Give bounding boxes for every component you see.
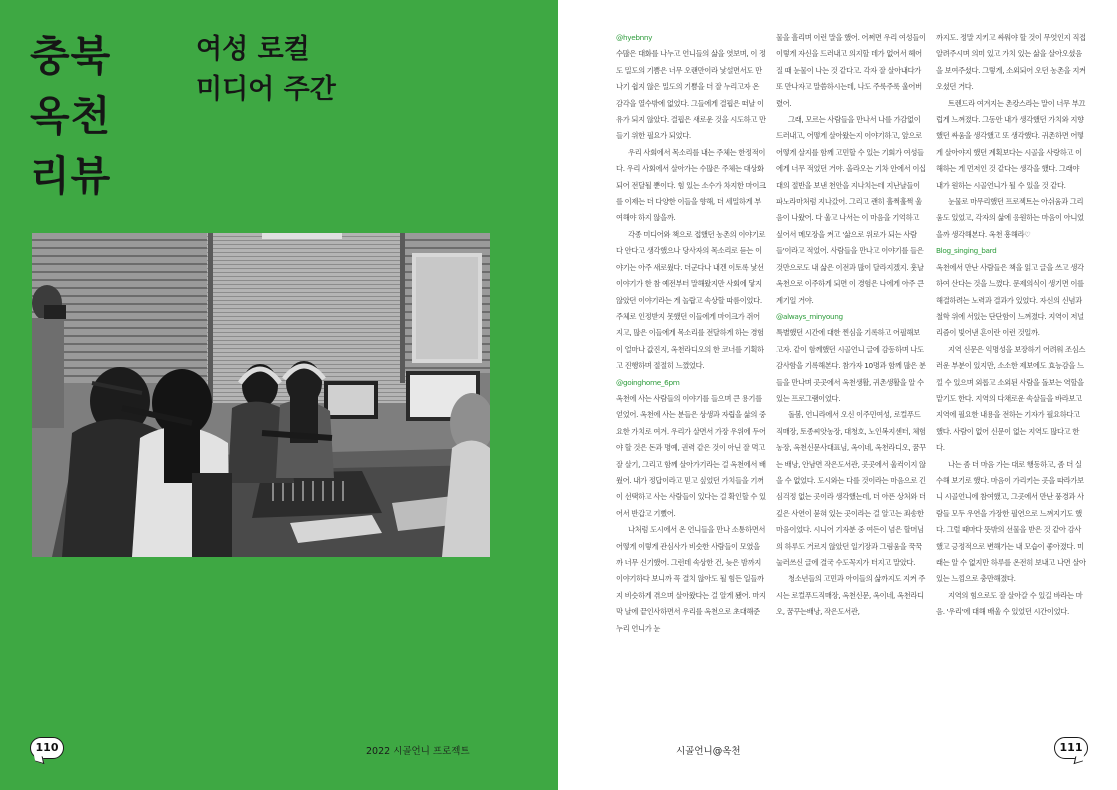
- title-line: 리뷰: [30, 152, 112, 200]
- paragraph: 옥천에 사는 사람들의 이야기를 들으며 큰 용기를 얻었어. 옥천에 사는 분들은 상생과 자립을 삶의 중요한 가치로 여겨. 우리가 살면서 가장 우위에 두어야 할 것은 돈과 명예, 권력 같은 것이 아닌 잘 먹고 잘 살기, 그리고 함께 살아가기라는 걸 옥천에서 배웠어. 내가 정답이라고 믿고 싶었던 가치들을 기꺼이 선택하고 사는 사람들이 있다는 걸 확인할 수 있어서 반갑고 기뻤어.: [616, 393, 766, 518]
- page-title: [30, 26, 111, 206]
- paragraph: 물을 흘리며 이런 말을 했어. 어쩌면 우리 여성들이 이렇게 자신을 드러내고 의지할 데가 없어서 헤어질 때 눈물이 나는 것 같다고. 각자 잘 살아내다가 또 만나자고 말씀하시는데, 나도 주룩주룩 울어버렸어.: [776, 33, 926, 108]
- left-page: [0, 0, 558, 790]
- page-number: 110: [30, 737, 64, 759]
- page-number: 111: [1054, 737, 1088, 759]
- paragraph: 지역 신문은 익명성을 보장하기 어려워 조심스러운 부분이 있지만, 소소한 제보에도 효능감을 느낄 수 있으며 외롭고 소외된 사람을 돌보는 역할을 맡기도 한다. 지역의 다채로운 속살들을 바라보고 지역에 필요한 내용을 전하는 기자가 필요하다고 했다. 사람이 없어 신문이 없는 지역도 많다고 한다.: [936, 344, 1086, 453]
- paragraph: 수많은 대화를 나누고 언니들의 삶을 엿보며, 이 정도 밀도의 기쁨은 너무 오랜만이라 낯설면서도 만나기 쉽지 않은 밀도의 기쁨을 더 잘 누리고자 온 감각을 열수밖에 없었다. 그들에게 결핍은 떠날 이유가 되지 않았다. 결핍은 새로운 것을 시도하고 만들기 위한 필요가 되었다.: [616, 49, 766, 141]
- paragraph: 그래, 모르는 사람들을 만나서 나를 가감없이 드러내고, 어떻게 살아왔는지 이야기하고, 앞으로 어떻게 살지를 함께 고민할 수 있는 기회가 여성들에게 너무 적었던 거야. 올라오는 기차 안에서 이십 대의 절반을 보낸 천안을 지나치는데 지난날들이 파노라마처럼 지나갔어. 그리고 괜히 훌쩍훌쩍 울음이 나왔어. 다 울고 나서는 이 마음을 기억하고 싶어서 메모장을 켜고 '삶으로 위로가 되는 사람들'이라고 적었어. 사람들을 만나고 이야기를 들은 것만으로도 내 삶은 이전과 많이 달라지겠지. 훗날 옥천으로 이주하게 되면 이 경험은 나에게 아주 큰 계기일 거야.: [776, 115, 926, 305]
- paragraph: 청소년들의 고민과 아이들의 삶까지도 지켜 주시는 로컬푸드직매장, 옥천신문, 옥이네, 옥천라디오, 꿈꾸는배낭, 작은도서관,: [776, 574, 926, 617]
- title-line: 옥천: [30, 92, 112, 140]
- radio-studio-photo: [32, 233, 490, 557]
- footer-title: 2022 시골언니 프로젝트: [366, 746, 470, 757]
- author-handle: @goinghome_6pm: [616, 377, 680, 387]
- paragraph: 돌봄, 언니라에서 오신 이주민여성, 로컬푸드직매장, 토종씨앗농장, 대청호, 노인복지센터, 체험농장, 옥천신문사대표님, 옥이네, 옥천라디오, 꿈꾸는 배낭, 안남면 작은도서관, 곳곳에서 울컥이지 않을 수 없었다. 도시와는 다를 것이라는 마음으로 긴심걱정 없는 곳이라 생각했는데, 더 아픈 상처와 더 깊은 사연이 묻혀 있는 곳이라는 걸 알고는 죄송한 마음이었다. 시니어 기자분 중 여든이 넘은 할머님의 하루도 거르지 않았던 일기장과 그림움을 꾹꾹 눌러쓰신 글에 결국 수도꼭지가 터지고 말았다.: [776, 410, 926, 567]
- paragraph: 나처럼 도시에서 온 언니들을 만나 소통하면서 어떻게 이렇게 관심사가 비슷한 사람들이 모였을까 너무 신기했어. 그런데 속상한 건, 늦은 밤까지 이야기하다 보니까 꼭 결치 않아도 될 힘든 일들까지 비슷하게 겪으며 살아왔다는 걸 알게 됐어. 마지막 날에 끝인사하면서 우리를 옥천으로 초대해준 누리 언니가 눈: [616, 525, 766, 633]
- text-column: [776, 30, 926, 621]
- subtitle-line: 미디어 주간: [196, 74, 336, 105]
- paragraph: 까지도. 정말 지키고 싸워야 할 것이 무엇인지 직접 알려주시며 의미 있고 가치 있는 삶을 살아오셨음을 보여주셨다. 그렇게, 소외되어 오던 농촌을 지켜오셨던 거다.: [936, 33, 1086, 92]
- paragraph: 각종 미디어와 책으로 접했던 농촌의 이야기로 다 안다고 생각했으나 당사자의 목소리로 듣는 이야기는 아주 새로웠다. 더군다나 내겐 이토록 낯선 이야기가 한 참 예전부터 말해왔지만 사회에 닿지 않았던 이야기라는 게 놀랍고 속상할 따름이었다. 주체로 인정받지 못했던 이들에게 마이크가 쥐어지고, 많은 이들에게 목소리를 전달하게 하는 경험이 얼마나 값진지, 옥천라디오의 한 코너를 기획하고 진행하며 절절히 느꼈었다.: [616, 229, 766, 371]
- paragraph: 나는 좀 더 마음 가는 대로 행동하고, 좀 더 실수해 보기로 했다. 마음이 가리키는 곳을 따라가보니 시골언니에 참여했고, 그곳에서 만난 풍경과 사람들 모두 우연을 가장한 필연으로 느껴지기도 했다. 그럴 때마다 뜻밖의 선물을 받은 것 같아 감사했고 긍정적으로 변해가는 내 모습이 좋아졌다. 미래는 알 수 없지만 하루를 온전히 보내고 나면 살아있는 느낌으로 충만해졌다.: [936, 459, 1086, 584]
- author-handle: @always_minyoung: [776, 311, 843, 321]
- footer-credit: 시골언니@옥천: [676, 746, 741, 757]
- text-column: [936, 30, 1086, 621]
- paragraph: 특별했던 시간에 대한 찐심을 기록하고 어필해보고자. 같이 함께했던 시골언니 글에 감동하며 나도 감사함을 기록해본다. 참가자 10명과 함께 많은 분들을 만나며 곳곳에서 옥천생활, 귀촌생활을 알 수 있는 프로그램이었다.: [776, 328, 926, 403]
- paragraph: 눈물로 마무리했던 프로젝트는 아쉬움과 그리움도 있었고, 각자의 삶에 응원하는 마음이 아니었을까 생각해본다. 옥천 흥해라♡: [936, 197, 1084, 239]
- page-subtitle: [196, 30, 336, 110]
- text-column: [616, 30, 766, 637]
- author-handle: @hyebnny: [616, 33, 653, 42]
- subtitle-line: 여성 로컬: [196, 34, 310, 65]
- author-handle: Blog_singing_bard: [936, 246, 997, 256]
- title-line: 충북: [30, 32, 112, 80]
- paragraph: 지역의 힘으로도 잘 살아갈 수 있길 바라는 마음. '우리'에 대해 배울 수 있었던 시간이었다.: [936, 590, 1083, 617]
- paragraph: 우리 사회에서 목소리를 내는 주체는 한정적이다. 우리 사회에서 살아가는 수많은 주체는 대상화되어 전달될 뿐이다. 힘 있는 소수가 차지한 마이크를 이제는 더 다양한 이들을 향해, 더 세밀하게 부여해야 하지 않을까.: [616, 147, 766, 223]
- paragraph: 트렌드라 여겨지는 촌캉스라는 말이 너무 부끄럽게 느껴졌다. 그동안 내가 생각했던 가치와 지향했던 싸움을 생각했고 또 생각했다. 귀촌하면 어떻게 살아야지 했던 계획보다는 시골을 사랑하고 이해하는 게 먼저인 것 같다는 생각을 했다. 그래야 내가 원하는 시골언니가 될 수 있을 것 같다.: [936, 98, 1086, 190]
- paragraph: 옥천에서 만난 사람들은 책을 읽고 글을 쓰고 생각하여 산다는 것을 느꼈다. 문제의식이 생기면 이를 해결하려는 노력과 결과가 있었다. 자신의 신념과 철학 위에 서있는 단단함이 느껴졌다. 지역이 저널리즘이 빛어낸 흔이란 이런 것일까.: [936, 262, 1084, 338]
